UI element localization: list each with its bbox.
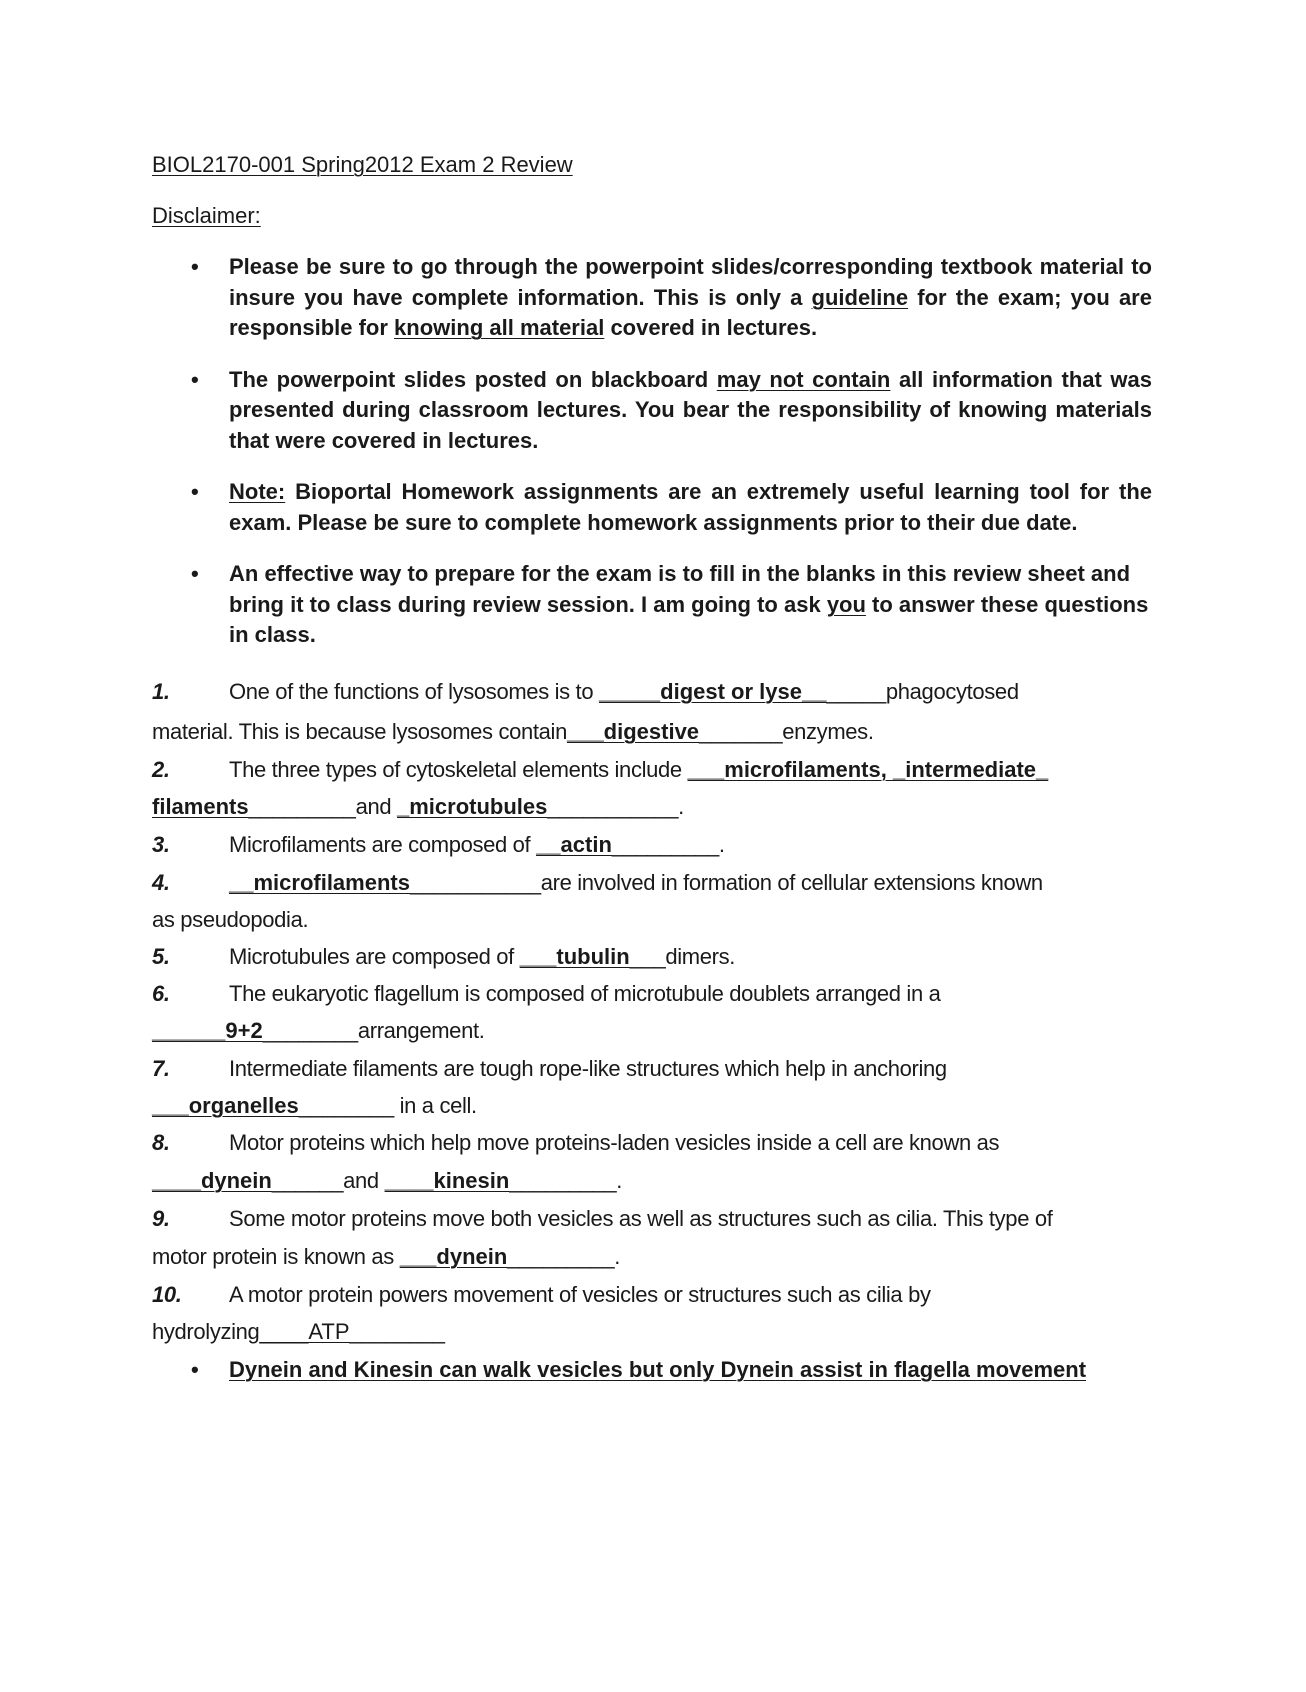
answer-blank: _microtubules — [396, 793, 548, 819]
bullet-icon: • — [191, 479, 199, 504]
disclaimer-item-2: • The powerpoint slides posted on blackboard may not contain all information that was presented during classroom lectures. You bear the responsibility of knowing materials that were covered in lectures. — [191, 366, 1152, 453]
question-number: 1. — [152, 678, 170, 704]
answer-blank: __microfilaments — [229, 869, 410, 895]
bullet-icon: • — [191, 366, 199, 392]
question-1: 1. One of the functions of lysosomes is to _____digest or lyse_______phagocytosed — [152, 672, 1152, 712]
answer-blank: ___tubulin — [519, 943, 630, 969]
question-number: 9. — [152, 1205, 170, 1231]
answer-blank: __actin — [536, 831, 612, 857]
question-number: 7. — [152, 1055, 170, 1081]
question-6-continued: ______9+2________arrangement. — [152, 1017, 485, 1043]
question-10-continued: hydrolyzing____ATP________ — [152, 1318, 445, 1344]
answer-blank: ____ATP — [259, 1318, 350, 1344]
bullet-icon: • — [191, 254, 199, 279]
question-10: 10. A motor protein powers movement of vesicles or structures such as cilia by — [152, 1276, 1152, 1314]
answer-blank: _____digest or lyse__ — [598, 678, 827, 704]
answer-blank: ______9+2 — [152, 1017, 263, 1043]
answer-blank: ___microfilaments, _intermediate_ — [687, 756, 1049, 782]
disclaimer-item-3: • Note: Bioportal Homework assignments are an extremely useful learning tool for the exam. Please be sure to complete homework assignments prior to their due date. — [191, 479, 1152, 535]
question-number: 6. — [152, 980, 170, 1006]
bullet-icon: • — [191, 1356, 199, 1382]
question-6: 6. The eukaryotic flagellum is composed of microtubule doublets arranged in a — [152, 976, 1152, 1012]
question-number: 3. — [152, 831, 170, 857]
answer-blank: ____dynein — [152, 1167, 272, 1193]
question-number: 10. — [152, 1281, 182, 1307]
question-8-continued: ____dynein______and ____kinesin_________. — [152, 1167, 623, 1193]
question-list — [152, 672, 1152, 1350]
document-page — [152, 150, 1152, 1390]
question-number: 8. — [152, 1129, 170, 1155]
question-9-continued: motor protein is known as ___dynein_________. — [152, 1243, 621, 1269]
final-note-list — [152, 1350, 1152, 1390]
question-5: 5. Microtubules are composed of ___tubulin___dimers. — [152, 938, 1152, 976]
question-7: 7. Intermediate filaments are tough rope-like structures which help in anchoring — [152, 1050, 1152, 1088]
final-note — [152, 1350, 1152, 1390]
disclaimer-list — [152, 252, 1152, 651]
answer-blank: ____kinesin — [384, 1167, 510, 1193]
disclaimer-item-4: • An effective way to prepare for the exam is to fill in the blanks in this review sheet and bring it to class during review session. I am going to ask you to answer these questions in class. — [191, 561, 1149, 647]
question-7-continued: ___organelles________ in a cell. — [152, 1092, 477, 1118]
answer-blank: ___organelles — [152, 1092, 299, 1118]
question-2: 2. The three types of cytoskeletal elements include ___microfilaments, _intermediate_ — [152, 752, 1152, 788]
question-2-continued: filaments_________and _microtubules___________. — [152, 793, 684, 819]
question-number: 2. — [152, 756, 170, 782]
question-1-continued: material. This is because lysosomes contain___digestive_______enzymes. — [152, 718, 874, 744]
question-number: 4. — [152, 869, 170, 895]
question-9: 9. Some motor proteins move both vesicles as well as structures such as cilia. This type of — [152, 1200, 1152, 1238]
disclaimer-item-1: • Please be sure to go through the powerpoint slides/corresponding textbook material to insure you have complete information. This is only a guideline for the exam; you are responsible for knowing all material covered in lectures. — [191, 254, 1152, 340]
question-number: 5. — [152, 943, 170, 969]
final-note-text: Dynein and Kinesin can walk vesicles but only Dynein assist in flagella movement — [229, 1356, 1087, 1382]
answer-blank: ___digestive — [566, 718, 700, 744]
question-4: 4. __microfilaments___________are involved in formation of cellular extensions known — [152, 864, 1152, 902]
answer-blank: filaments — [152, 793, 249, 819]
answer-blank: ___dynein — [399, 1243, 508, 1269]
question-4-continued: as pseudopodia. — [152, 906, 309, 932]
question-8: 8. Motor proteins which help move proteins-laden vesicles inside a cell are known as — [152, 1124, 1152, 1162]
disclaimer-label: Disclaimer: — [152, 203, 261, 228]
document-title: BIOL2170-001 Spring2012 Exam 2 Review — [152, 152, 573, 177]
bullet-icon: • — [191, 561, 199, 586]
question-3: 3. Microfilaments are composed of __actin_________. — [152, 826, 1152, 864]
